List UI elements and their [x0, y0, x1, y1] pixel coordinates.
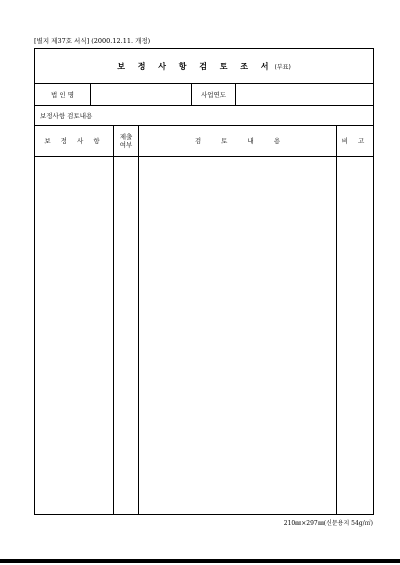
column-divider	[138, 126, 139, 514]
paper-spec-note: 210㎜×297㎜(신문용지 54g/㎡)	[283, 520, 373, 527]
column-divider	[336, 126, 337, 514]
column-item[interactable]	[35, 157, 113, 514]
corp-name-label-text: 법 인 명	[51, 91, 74, 99]
header-submitted	[114, 126, 138, 156]
column-remarks[interactable]	[337, 157, 373, 514]
bottom-border-bar	[0, 559, 400, 563]
table-header	[35, 126, 373, 157]
header-remarks-text: 비 고	[341, 137, 369, 145]
table-body	[35, 157, 373, 514]
form-title-sub: (부표)	[274, 63, 291, 71]
header-review	[139, 126, 336, 156]
business-year-label	[192, 84, 235, 105]
header-review-text: 검 토 내 용	[194, 137, 281, 145]
header-submitted-line1: 제출	[119, 133, 133, 141]
corp-name-label	[35, 84, 90, 105]
header-item	[35, 126, 113, 156]
business-year-field[interactable]	[236, 84, 373, 105]
form-title: 보 정 사 항 검 토 조 서	[117, 61, 274, 71]
column-divider	[113, 126, 114, 514]
info-row	[35, 84, 373, 106]
section-label: 보정사항 검토내용	[40, 112, 93, 120]
header-submitted-line2: 여부	[119, 141, 133, 149]
header-item-text: 보 정 사 항	[44, 137, 104, 145]
corp-name-field[interactable]	[91, 84, 191, 105]
title-row	[35, 49, 373, 84]
form-reference: [별지 제37호 서식] (2000.12.11. 개정)	[34, 37, 151, 45]
review-form	[34, 48, 374, 515]
column-review[interactable]	[139, 157, 336, 514]
business-year-label-text: 사업연도	[200, 91, 227, 99]
section-row	[35, 106, 373, 126]
header-remarks	[337, 126, 373, 156]
column-submitted[interactable]	[114, 157, 138, 514]
